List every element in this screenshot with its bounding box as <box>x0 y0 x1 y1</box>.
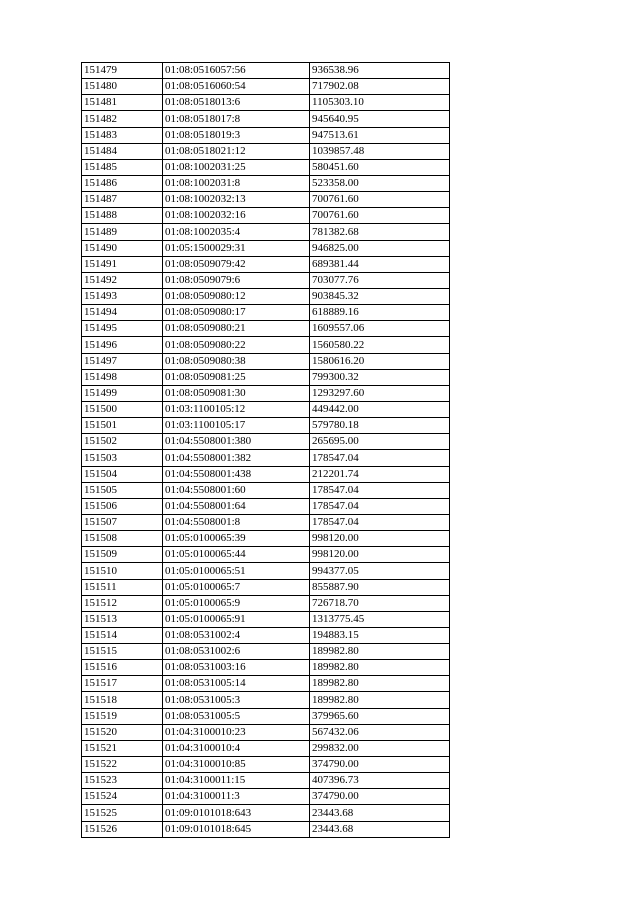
amount-cell: 726718.70 <box>310 595 450 611</box>
id-cell: 151502 <box>82 434 163 450</box>
amount-cell: 178547.04 <box>310 514 450 530</box>
id-cell: 151479 <box>82 63 163 79</box>
amount-cell: 374790.00 <box>310 789 450 805</box>
id-cell: 151519 <box>82 708 163 724</box>
id-cell: 151495 <box>82 321 163 337</box>
amount-cell: 703077.76 <box>310 272 450 288</box>
code-cell: 01:05:0100065:51 <box>163 563 310 579</box>
id-cell: 151492 <box>82 272 163 288</box>
id-cell: 151484 <box>82 143 163 159</box>
id-cell: 151508 <box>82 531 163 547</box>
table-row <box>82 208 450 224</box>
code-cell: 01:03:1100105:17 <box>163 418 310 434</box>
id-cell: 151487 <box>82 192 163 208</box>
amount-cell: 1039857.48 <box>310 143 450 159</box>
table-row <box>82 450 450 466</box>
table-row <box>82 272 450 288</box>
code-cell: 01:08:1002035:4 <box>163 224 310 240</box>
table-row <box>82 805 450 821</box>
id-cell: 151496 <box>82 337 163 353</box>
code-cell: 01:04:5508001:382 <box>163 450 310 466</box>
amount-cell: 994377.05 <box>310 563 450 579</box>
table-row <box>82 579 450 595</box>
id-cell: 151516 <box>82 660 163 676</box>
id-cell: 151509 <box>82 547 163 563</box>
id-cell: 151505 <box>82 482 163 498</box>
table-row <box>82 708 450 724</box>
code-cell: 01:08:0531005:3 <box>163 692 310 708</box>
table-row <box>82 434 450 450</box>
code-cell: 01:08:0509079:42 <box>163 256 310 272</box>
amount-cell: 178547.04 <box>310 482 450 498</box>
amount-cell: 212201.74 <box>310 466 450 482</box>
id-cell: 151481 <box>82 95 163 111</box>
table-row <box>82 757 450 773</box>
code-cell: 01:05:0100065:9 <box>163 595 310 611</box>
code-cell: 01:08:0531005:5 <box>163 708 310 724</box>
code-cell: 01:08:0518013:6 <box>163 95 310 111</box>
amount-cell: 1580616.20 <box>310 353 450 369</box>
code-cell: 01:08:1002031:8 <box>163 175 310 191</box>
code-cell: 01:04:3100010:23 <box>163 724 310 740</box>
table-row <box>82 644 450 660</box>
table-row <box>82 401 450 417</box>
table-row <box>82 353 450 369</box>
code-cell: 01:08:0518021:12 <box>163 143 310 159</box>
table-row <box>82 159 450 175</box>
id-cell: 151514 <box>82 627 163 643</box>
code-cell: 01:03:1100105:12 <box>163 401 310 417</box>
table-row <box>82 369 450 385</box>
table-row <box>82 143 450 159</box>
code-cell: 01:05:0100065:7 <box>163 579 310 595</box>
amount-cell: 1609557.06 <box>310 321 450 337</box>
id-cell: 151521 <box>82 740 163 756</box>
id-cell: 151480 <box>82 79 163 95</box>
id-cell: 151486 <box>82 175 163 191</box>
table-row <box>82 256 450 272</box>
id-cell: 151491 <box>82 256 163 272</box>
id-cell: 151510 <box>82 563 163 579</box>
id-cell: 151504 <box>82 466 163 482</box>
code-cell: 01:08:0531003:16 <box>163 660 310 676</box>
table-row <box>82 175 450 191</box>
table-row <box>82 789 450 805</box>
amount-cell: 947513.61 <box>310 127 450 143</box>
code-cell: 01:08:1002031:25 <box>163 159 310 175</box>
table-row <box>82 224 450 240</box>
table-row <box>82 627 450 643</box>
amount-cell: 717902.08 <box>310 79 450 95</box>
table-row <box>82 821 450 837</box>
id-cell: 151482 <box>82 111 163 127</box>
amount-cell: 178547.04 <box>310 498 450 514</box>
table-body <box>82 63 450 838</box>
table-row <box>82 676 450 692</box>
code-cell: 01:08:0509081:30 <box>163 385 310 401</box>
id-cell: 151493 <box>82 288 163 304</box>
amount-cell: 189982.80 <box>310 644 450 660</box>
id-cell: 151498 <box>82 369 163 385</box>
amount-cell: 700761.60 <box>310 208 450 224</box>
id-cell: 151515 <box>82 644 163 660</box>
code-cell: 01:09:0101018:645 <box>163 821 310 837</box>
id-cell: 151526 <box>82 821 163 837</box>
code-cell: 01:05:0100065:91 <box>163 611 310 627</box>
id-cell: 151520 <box>82 724 163 740</box>
code-cell: 01:04:5508001:8 <box>163 514 310 530</box>
table-row <box>82 692 450 708</box>
id-cell: 151507 <box>82 514 163 530</box>
table-row <box>82 466 450 482</box>
id-cell: 151494 <box>82 305 163 321</box>
id-cell: 151500 <box>82 401 163 417</box>
amount-cell: 299832.00 <box>310 740 450 756</box>
amount-cell: 936538.96 <box>310 63 450 79</box>
amount-cell: 449442.00 <box>310 401 450 417</box>
amount-cell: 189982.80 <box>310 660 450 676</box>
table-row <box>82 418 450 434</box>
code-cell: 01:04:3100011:15 <box>163 773 310 789</box>
amount-cell: 799300.32 <box>310 369 450 385</box>
table-row <box>82 337 450 353</box>
code-cell: 01:08:0516060:54 <box>163 79 310 95</box>
amount-cell: 946825.00 <box>310 240 450 256</box>
id-cell: 151522 <box>82 757 163 773</box>
code-cell: 01:04:5508001:60 <box>163 482 310 498</box>
code-cell: 01:08:0509079:6 <box>163 272 310 288</box>
amount-cell: 1293297.60 <box>310 385 450 401</box>
amount-cell: 265695.00 <box>310 434 450 450</box>
id-cell: 151489 <box>82 224 163 240</box>
amount-cell: 998120.00 <box>310 547 450 563</box>
amount-cell: 618889.16 <box>310 305 450 321</box>
amount-cell: 700761.60 <box>310 192 450 208</box>
code-cell: 01:05:0100065:44 <box>163 547 310 563</box>
amount-cell: 189982.80 <box>310 676 450 692</box>
amount-cell: 689381.44 <box>310 256 450 272</box>
code-cell: 01:08:0509080:38 <box>163 353 310 369</box>
table-row <box>82 111 450 127</box>
amount-cell: 855887.90 <box>310 579 450 595</box>
amount-cell: 580451.60 <box>310 159 450 175</box>
amount-cell: 781382.68 <box>310 224 450 240</box>
table-row <box>82 63 450 79</box>
id-cell: 151490 <box>82 240 163 256</box>
code-cell: 01:08:0509080:22 <box>163 337 310 353</box>
code-cell: 01:08:1002032:16 <box>163 208 310 224</box>
id-cell: 151512 <box>82 595 163 611</box>
id-cell: 151518 <box>82 692 163 708</box>
id-cell: 151497 <box>82 353 163 369</box>
table-row <box>82 127 450 143</box>
amount-cell: 178547.04 <box>310 450 450 466</box>
id-cell: 151488 <box>82 208 163 224</box>
table-row <box>82 321 450 337</box>
table-row <box>82 514 450 530</box>
code-cell: 01:04:5508001:438 <box>163 466 310 482</box>
code-cell: 01:04:3100011:3 <box>163 789 310 805</box>
table-row <box>82 740 450 756</box>
code-cell: 01:08:0518017:8 <box>163 111 310 127</box>
amount-cell: 1313775.45 <box>310 611 450 627</box>
code-cell: 01:08:0509080:12 <box>163 288 310 304</box>
table-row <box>82 773 450 789</box>
code-cell: 01:08:1002032:13 <box>163 192 310 208</box>
code-cell: 01:08:0509081:25 <box>163 369 310 385</box>
code-cell: 01:08:0518019:3 <box>163 127 310 143</box>
amount-cell: 567432.06 <box>310 724 450 740</box>
table-row <box>82 531 450 547</box>
table-row <box>82 288 450 304</box>
table-row <box>82 95 450 111</box>
id-cell: 151524 <box>82 789 163 805</box>
code-cell: 01:04:3100010:85 <box>163 757 310 773</box>
id-cell: 151517 <box>82 676 163 692</box>
amount-cell: 1560580.22 <box>310 337 450 353</box>
amount-cell: 23443.68 <box>310 821 450 837</box>
table-row <box>82 563 450 579</box>
table-row <box>82 482 450 498</box>
table-row <box>82 660 450 676</box>
amount-cell: 189982.80 <box>310 692 450 708</box>
table-row <box>82 305 450 321</box>
data-table <box>81 62 450 838</box>
code-cell: 01:08:0509080:17 <box>163 305 310 321</box>
code-cell: 01:04:3100010:4 <box>163 740 310 756</box>
table-row <box>82 595 450 611</box>
amount-cell: 407396.73 <box>310 773 450 789</box>
amount-cell: 523358.00 <box>310 175 450 191</box>
amount-cell: 1105303.10 <box>310 95 450 111</box>
id-cell: 151501 <box>82 418 163 434</box>
amount-cell: 194883.15 <box>310 627 450 643</box>
table-row <box>82 79 450 95</box>
id-cell: 151503 <box>82 450 163 466</box>
table-row <box>82 724 450 740</box>
amount-cell: 579780.18 <box>310 418 450 434</box>
code-cell: 01:08:0509080:21 <box>163 321 310 337</box>
table-row <box>82 192 450 208</box>
table-row <box>82 385 450 401</box>
id-cell: 151485 <box>82 159 163 175</box>
code-cell: 01:08:0516057:56 <box>163 63 310 79</box>
code-cell: 01:04:5508001:380 <box>163 434 310 450</box>
id-cell: 151525 <box>82 805 163 821</box>
code-cell: 01:09:0101018:643 <box>163 805 310 821</box>
table-row <box>82 240 450 256</box>
amount-cell: 374790.00 <box>310 757 450 773</box>
id-cell: 151513 <box>82 611 163 627</box>
code-cell: 01:08:0531005:14 <box>163 676 310 692</box>
code-cell: 01:05:1500029:31 <box>163 240 310 256</box>
amount-cell: 945640.95 <box>310 111 450 127</box>
id-cell: 151511 <box>82 579 163 595</box>
amount-cell: 23443.68 <box>310 805 450 821</box>
id-cell: 151499 <box>82 385 163 401</box>
code-cell: 01:08:0531002:4 <box>163 627 310 643</box>
id-cell: 151483 <box>82 127 163 143</box>
amount-cell: 998120.00 <box>310 531 450 547</box>
id-cell: 151523 <box>82 773 163 789</box>
code-cell: 01:08:0531002:6 <box>163 644 310 660</box>
table-row <box>82 547 450 563</box>
amount-cell: 379965.60 <box>310 708 450 724</box>
table-row <box>82 611 450 627</box>
amount-cell: 903845.32 <box>310 288 450 304</box>
code-cell: 01:04:5508001:64 <box>163 498 310 514</box>
code-cell: 01:05:0100065:39 <box>163 531 310 547</box>
table-row <box>82 498 450 514</box>
id-cell: 151506 <box>82 498 163 514</box>
